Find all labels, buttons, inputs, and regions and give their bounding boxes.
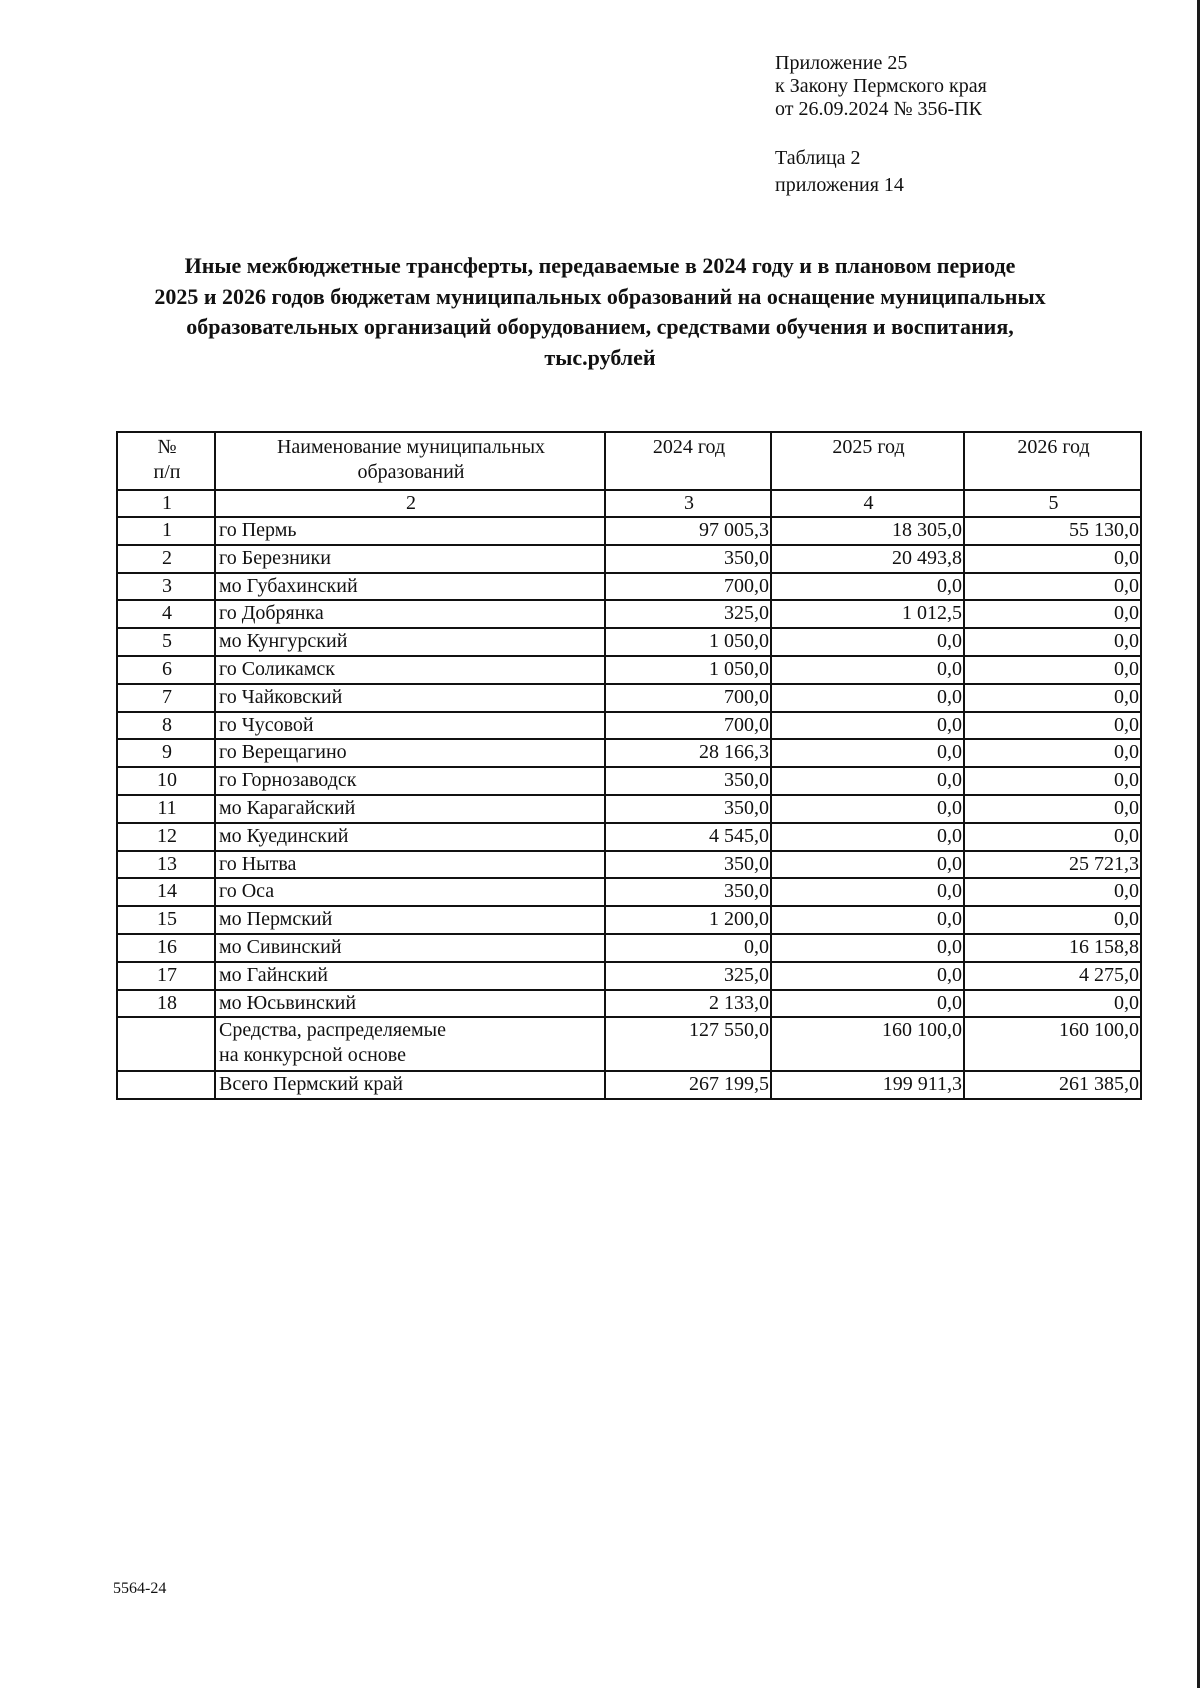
value-2025: 0,0 bbox=[771, 851, 964, 879]
municipality-name: мо Пермский bbox=[215, 906, 605, 934]
value-2024: 700,0 bbox=[605, 573, 771, 601]
header-year-2026: 2026 год bbox=[964, 432, 1141, 490]
municipality-name: го Соликамск bbox=[215, 656, 605, 684]
value-2024: 0,0 bbox=[605, 934, 771, 962]
value-2026: 55 130,0 bbox=[964, 517, 1141, 545]
value-2024: 700,0 bbox=[605, 684, 771, 712]
appendix-header bbox=[775, 52, 987, 121]
value-2025: 20 493,8 bbox=[771, 545, 964, 573]
value-2025: 0,0 bbox=[771, 906, 964, 934]
total-name: Всего Пермский край bbox=[215, 1071, 605, 1099]
row-number: 5 bbox=[117, 628, 215, 656]
value-2024: 700,0 bbox=[605, 712, 771, 740]
header-number-line1: № bbox=[157, 436, 177, 458]
header-name bbox=[215, 432, 605, 490]
value-2026: 16 158,8 bbox=[964, 934, 1141, 962]
row-number: 18 bbox=[117, 990, 215, 1018]
value-2026: 0,0 bbox=[964, 656, 1141, 684]
row-number: 2 bbox=[117, 545, 215, 573]
value-2026: 0,0 bbox=[964, 767, 1141, 795]
value-2024: 350,0 bbox=[605, 767, 771, 795]
value-2024: 4 545,0 bbox=[605, 823, 771, 851]
total-2026: 261 385,0 bbox=[964, 1071, 1141, 1099]
row-number: 3 bbox=[117, 573, 215, 601]
table-row bbox=[117, 684, 1141, 712]
document-code: 5564-24 bbox=[113, 1580, 167, 1597]
municipality-name: мо Карагайский bbox=[215, 795, 605, 823]
total-2025: 199 911,3 bbox=[771, 1071, 964, 1099]
column-index-cell: 5 bbox=[964, 490, 1141, 517]
table-row bbox=[117, 517, 1141, 545]
value-2025: 0,0 bbox=[771, 739, 964, 767]
municipality-name: го Чусовой bbox=[215, 712, 605, 740]
column-index-row bbox=[117, 490, 1141, 517]
municipality-name: мо Губахинский bbox=[215, 573, 605, 601]
value-2024: 325,0 bbox=[605, 962, 771, 990]
value-2025: 0,0 bbox=[771, 962, 964, 990]
table-row bbox=[117, 767, 1141, 795]
municipality-name: го Березники bbox=[215, 545, 605, 573]
value-2025: 0,0 bbox=[771, 684, 964, 712]
value-2024: 28 166,3 bbox=[605, 739, 771, 767]
value-2024: 350,0 bbox=[605, 795, 771, 823]
value-2026: 0,0 bbox=[964, 712, 1141, 740]
total-2024: 267 199,5 bbox=[605, 1071, 771, 1099]
table-row bbox=[117, 573, 1141, 601]
competitive-2024: 127 550,0 bbox=[605, 1017, 771, 1071]
table-row bbox=[117, 878, 1141, 906]
row-number: 17 bbox=[117, 962, 215, 990]
table-row bbox=[117, 545, 1141, 573]
municipality-name: мо Юсьвинский bbox=[215, 990, 605, 1018]
table-row bbox=[117, 990, 1141, 1018]
municipality-name: го Нытва bbox=[215, 851, 605, 879]
value-2025: 18 305,0 bbox=[771, 517, 964, 545]
row-number: 1 bbox=[117, 517, 215, 545]
table-annex: приложения 14 bbox=[775, 174, 904, 196]
municipality-name: мо Гайнский bbox=[215, 962, 605, 990]
value-2025: 0,0 bbox=[771, 656, 964, 684]
row-number: 14 bbox=[117, 878, 215, 906]
municipality-name: го Пермь bbox=[215, 517, 605, 545]
value-2026: 0,0 bbox=[964, 684, 1141, 712]
value-2025: 0,0 bbox=[771, 990, 964, 1018]
value-2025: 0,0 bbox=[771, 712, 964, 740]
value-2025: 0,0 bbox=[771, 573, 964, 601]
title-line-1: Иные межбюджетные трансферты, передаваемые в 2024 году и в плановом периоде bbox=[184, 253, 1016, 278]
value-2026: 0,0 bbox=[964, 823, 1141, 851]
competitive-name-line2: на конкурсной основе bbox=[219, 1044, 406, 1067]
value-2025: 1 012,5 bbox=[771, 600, 964, 628]
value-2026: 25 721,3 bbox=[964, 851, 1141, 879]
value-2024: 350,0 bbox=[605, 851, 771, 879]
value-2026: 0,0 bbox=[964, 600, 1141, 628]
competitive-name-line1: Средства, распределяемые bbox=[219, 1019, 446, 1042]
header-number bbox=[117, 432, 215, 490]
value-2026: 0,0 bbox=[964, 545, 1141, 573]
table-row bbox=[117, 851, 1141, 879]
table-reference bbox=[775, 145, 904, 199]
table-row bbox=[117, 739, 1141, 767]
title-line-4: тыс.рублей bbox=[544, 344, 656, 370]
value-2024: 1 050,0 bbox=[605, 656, 771, 684]
row-number: 4 bbox=[117, 600, 215, 628]
column-index-cell: 2 bbox=[215, 490, 605, 517]
table-row bbox=[117, 906, 1141, 934]
value-2024: 350,0 bbox=[605, 545, 771, 573]
value-2025: 0,0 bbox=[771, 823, 964, 851]
table-row bbox=[117, 628, 1141, 656]
row-number: 16 bbox=[117, 934, 215, 962]
table-row bbox=[117, 712, 1141, 740]
transfers-table bbox=[116, 431, 1142, 1100]
header-name-line2: образований bbox=[357, 461, 465, 483]
municipality-name: мо Кунгурский bbox=[215, 628, 605, 656]
value-2026: 0,0 bbox=[964, 795, 1141, 823]
appendix-date-number: от 26.09.2024 № 356-ПК bbox=[775, 98, 983, 120]
value-2025: 0,0 bbox=[771, 795, 964, 823]
appendix-law: к Закону Пермского края bbox=[775, 75, 987, 97]
row-number: 15 bbox=[117, 906, 215, 934]
row-number: 9 bbox=[117, 739, 215, 767]
competitive-name bbox=[215, 1017, 605, 1071]
value-2024: 350,0 bbox=[605, 878, 771, 906]
header-name-line1: Наименование муниципальных bbox=[276, 436, 546, 458]
value-2024: 1 200,0 bbox=[605, 906, 771, 934]
row-number: 11 bbox=[117, 795, 215, 823]
value-2026: 0,0 bbox=[964, 628, 1141, 656]
total-row bbox=[117, 1071, 1141, 1099]
competitive-2025: 160 100,0 bbox=[771, 1017, 964, 1071]
column-index-cell: 1 bbox=[117, 490, 215, 517]
header-number-line2: п/п bbox=[153, 461, 181, 483]
title-line-2: 2025 и 2026 годов бюджетам муниципальных образований на оснащение муниципальных bbox=[154, 283, 1046, 309]
value-2024: 325,0 bbox=[605, 600, 771, 628]
row-number: 6 bbox=[117, 656, 215, 684]
header-year-2024: 2024 год bbox=[605, 432, 771, 490]
value-2025: 0,0 bbox=[771, 878, 964, 906]
municipality-name: го Горнозаводск bbox=[215, 767, 605, 795]
header-year-2025: 2025 год bbox=[771, 432, 964, 490]
table-row bbox=[117, 934, 1141, 962]
table-row bbox=[117, 795, 1141, 823]
table-row bbox=[117, 600, 1141, 628]
competitive-number bbox=[117, 1017, 215, 1071]
municipality-name: мо Куединский bbox=[215, 823, 605, 851]
value-2025: 0,0 bbox=[771, 934, 964, 962]
value-2026: 0,0 bbox=[964, 573, 1141, 601]
row-number: 7 bbox=[117, 684, 215, 712]
competitive-row bbox=[117, 1017, 1141, 1071]
value-2025: 0,0 bbox=[771, 767, 964, 795]
value-2025: 0,0 bbox=[771, 628, 964, 656]
municipality-name: го Оса bbox=[215, 878, 605, 906]
appendix-number: Приложение 25 bbox=[775, 52, 908, 74]
value-2026: 4 275,0 bbox=[964, 962, 1141, 990]
value-2026: 0,0 bbox=[964, 906, 1141, 934]
value-2026: 0,0 bbox=[964, 878, 1141, 906]
row-number: 8 bbox=[117, 712, 215, 740]
value-2026: 0,0 bbox=[964, 990, 1141, 1018]
table-number: Таблица 2 bbox=[775, 147, 861, 169]
column-index-cell: 3 bbox=[605, 490, 771, 517]
row-number: 10 bbox=[117, 767, 215, 795]
table-row bbox=[117, 962, 1141, 990]
table-header-row bbox=[117, 432, 1141, 490]
table-body bbox=[117, 517, 1141, 1017]
title-line-3: образовательных организаций оборудованием, средствами обучения и воспитания, bbox=[186, 314, 1014, 339]
row-number: 12 bbox=[117, 823, 215, 851]
value-2024: 1 050,0 bbox=[605, 628, 771, 656]
municipality-name: мо Сивинский bbox=[215, 934, 605, 962]
total-number bbox=[117, 1071, 215, 1099]
municipality-name: го Добрянка bbox=[215, 600, 605, 628]
table-summary bbox=[117, 1017, 1141, 1099]
value-2024: 2 133,0 bbox=[605, 990, 771, 1018]
table-row bbox=[117, 656, 1141, 684]
value-2024: 97 005,3 bbox=[605, 517, 771, 545]
value-2026: 0,0 bbox=[964, 739, 1141, 767]
column-index-cell: 4 bbox=[771, 490, 964, 517]
row-number: 13 bbox=[117, 851, 215, 879]
municipality-name: го Верещагино bbox=[215, 739, 605, 767]
table-row bbox=[117, 823, 1141, 851]
competitive-2026: 160 100,0 bbox=[964, 1017, 1141, 1071]
document-title bbox=[110, 251, 1090, 373]
municipality-name: го Чайковский bbox=[215, 684, 605, 712]
